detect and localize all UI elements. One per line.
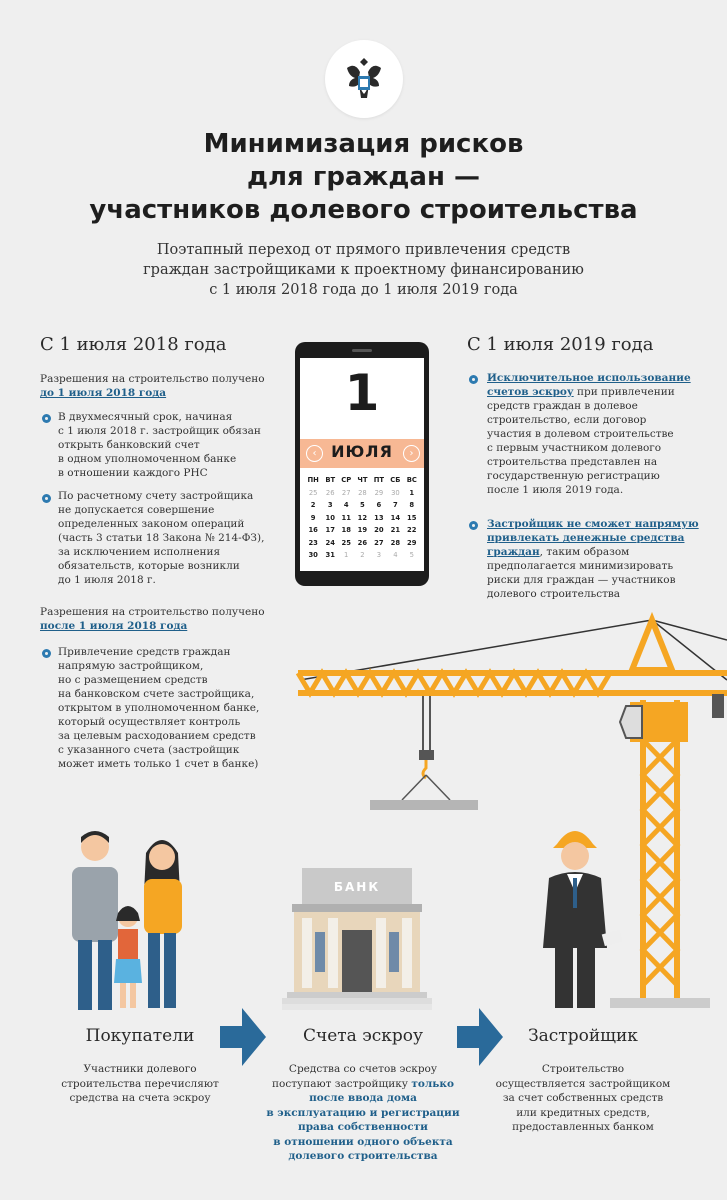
developer-label: Застройщик	[528, 1026, 638, 1046]
calendar-month: ИЮЛЯ	[331, 442, 393, 461]
subtitle-line: граждан застройщиками к проектному финансированию	[143, 262, 584, 278]
text-line: обязательств, которые возникли	[58, 560, 240, 572]
left-block1-intro	[40, 372, 280, 400]
calendar-day-cell: 17	[325, 526, 335, 535]
calendar-day-cell: 30	[391, 488, 400, 497]
calendar-day-cell: 24	[325, 538, 335, 547]
bullet-icon	[42, 414, 51, 423]
weekday-header: СБ	[390, 476, 401, 485]
text-line: Участники долевого	[83, 1063, 197, 1075]
text-line: Средства со счетов эскроу	[288, 1063, 438, 1075]
calendar-day-cell: 1	[344, 551, 349, 560]
calendar-day-cell: 15	[407, 513, 417, 522]
text-line: но с размещением средств	[58, 674, 208, 686]
text-line: до 1 июля 2018 г.	[58, 574, 156, 586]
title-line: участников долевого строительства	[89, 195, 638, 225]
text-line: Строительство	[541, 1063, 625, 1075]
escrow-description	[253, 1062, 473, 1164]
page-title	[40, 128, 687, 227]
calendar-day-cell: 20	[374, 526, 384, 535]
text-line: строительства представлен на	[487, 456, 658, 468]
calendar-day-cell: 9	[310, 513, 316, 522]
calendar-day-cell: 28	[390, 538, 401, 547]
text-line: средства на счета эскроу	[69, 1092, 211, 1104]
block1-date: до 1 июля 2018 года	[40, 387, 167, 399]
calendar-day-cell: 13	[374, 513, 384, 522]
text-line: привлекать денежные средства	[487, 532, 685, 544]
text-line: осуществляется застройщиком	[495, 1077, 671, 1090]
weekday-header: ПТ	[373, 476, 385, 485]
weekday-header: ПН	[307, 476, 319, 485]
text-line: с первым участником долевого	[487, 442, 662, 454]
text-line: открытом в уполномоченном банке,	[58, 702, 260, 714]
calendar-day-cell: 22	[407, 526, 417, 535]
developer-description	[483, 1062, 683, 1135]
left-bullet-1	[58, 410, 278, 480]
block2-date: после 1 июля 2018 года	[40, 620, 188, 632]
text-line: с указанного счета (застройщик	[58, 744, 240, 756]
calendar-day-cell: 6	[376, 501, 382, 510]
text-line: долевого строительства	[487, 588, 621, 600]
weekday-header: ВТ	[325, 476, 336, 485]
left-column-heading: С 1 июля 2018 года	[40, 334, 227, 355]
calendar-day-cell: 19	[357, 526, 368, 535]
calendar-day-cell: 14	[390, 513, 401, 522]
calendar-day-cell: 18	[341, 526, 351, 535]
bullet-icon	[469, 375, 478, 384]
text-line: в отношении каждого РНС	[58, 467, 208, 479]
text-line: счетов эскроу	[487, 386, 574, 398]
calendar-day-cell: 2	[310, 501, 316, 510]
calendar-day-cell: 4	[343, 501, 349, 510]
text-line: средств граждан в долевое	[487, 400, 638, 412]
calendar-day-cell: 12	[357, 513, 368, 522]
ministry-emblem-logo	[325, 40, 403, 118]
calendar-day-cell: 27	[341, 488, 351, 497]
buyers-label: Покупатели	[85, 1026, 195, 1046]
buyers-description	[40, 1062, 240, 1106]
text-line: граждан	[487, 546, 540, 558]
text-line: после ввода дома	[309, 1092, 417, 1104]
text-line: , таким образом	[539, 546, 630, 558]
chevron-left-icon: ‹	[306, 445, 323, 462]
phone-speaker	[352, 349, 372, 352]
text-line: строительство, если договор	[487, 414, 647, 426]
arrow-right-icon	[457, 1008, 503, 1066]
calendar-table	[304, 474, 420, 562]
text-line: при привлечении	[577, 386, 675, 398]
right-bullet-2	[487, 517, 717, 601]
calendar-day-cell: 30	[308, 551, 318, 560]
left-bullet-2	[58, 489, 283, 587]
text-line: Привлечение средств граждан	[58, 646, 231, 658]
page-subtitle	[60, 240, 667, 300]
calendar-day-cell: 5	[360, 501, 365, 510]
subtitle-line: с 1 июля 2018 года до 1 июля 2019 года	[209, 282, 518, 298]
calendar-day-cell: 21	[390, 526, 401, 535]
text-line: может иметь только 1 счет в банке)	[58, 758, 259, 770]
left-block2-intro	[40, 605, 280, 633]
title-line: для граждан —	[247, 162, 480, 192]
calendar-day-cell: 16	[308, 526, 318, 535]
text-line: участия в долевом строительстве	[487, 428, 674, 440]
calendar-day-cell: 7	[393, 501, 398, 510]
calendar-day-cell: 28	[358, 488, 367, 497]
calendar-day-cell: 23	[308, 538, 318, 547]
subtitle-line: Поэтапный переход от прямого привлечения средств	[156, 242, 571, 258]
calendar-day-cell: 3	[327, 501, 333, 510]
weekday-header: СР	[341, 476, 352, 485]
text-line: который осуществляет контроль	[58, 716, 241, 728]
text-line: в отношении одного объекта	[273, 1135, 453, 1148]
calendar-day: 1	[344, 364, 380, 422]
text-line: государственную регистрацию	[487, 470, 660, 482]
calendar-day-cell: 31	[325, 551, 335, 560]
calendar-day-cell: 27	[374, 538, 384, 547]
text-line: Исключительное использование	[487, 372, 691, 384]
text-line: права собственности	[298, 1121, 428, 1133]
text-line: после 1 июля 2019 года.	[487, 484, 624, 496]
text-line: за целевым расходованием средств	[58, 730, 256, 742]
calendar-day-cell: 26	[357, 538, 368, 547]
text-line: (часть 3 статьи 18 Закона № 214-ФЗ),	[58, 532, 265, 544]
text-line: только	[411, 1077, 454, 1090]
right-column-heading: С 1 июля 2019 года	[467, 334, 654, 355]
family-buyers-illustration	[60, 825, 210, 1015]
bullet-icon	[42, 649, 51, 658]
bank-sign: БАНК	[333, 880, 381, 894]
text-line: в эксплуатацию и регистрации	[266, 1106, 460, 1119]
developer-illustration	[535, 822, 625, 1017]
text-line: открыть банковский счет	[58, 439, 200, 451]
escrow-label: Счета эскроу	[302, 1026, 424, 1046]
text-line: с 1 июля 2018 г. застройщик обязан	[58, 425, 261, 437]
text-line: за счет собственных средств	[502, 1092, 664, 1104]
text-line: По расчетному счету застройщика	[58, 490, 254, 502]
text-line: риски для граждан — участников	[487, 574, 676, 586]
calendar-grid	[304, 474, 420, 562]
text-line: за исключением исполнения	[58, 546, 221, 558]
calendar-day-cell: 25	[308, 488, 318, 497]
text-line: В двухмесячный срок, начиная	[58, 411, 233, 423]
calendar-day-cell: 10	[325, 513, 335, 522]
calendar-day-cell: 11	[341, 513, 351, 522]
calendar-day-cell: 29	[407, 538, 417, 547]
weekday-header: ЧТ	[357, 476, 368, 485]
calendar-day-cell: 4	[393, 551, 398, 560]
text-line: Застройщик не сможет напрямую	[487, 518, 699, 530]
text-line: предоставленных банком	[512, 1121, 654, 1133]
block2-intro-text: Разрешения на строительство получено	[40, 606, 265, 618]
chevron-right-icon: ›	[403, 445, 420, 462]
text-line: определенных законом операций	[58, 518, 245, 530]
left-bullet-3	[58, 645, 283, 771]
bullet-icon	[42, 494, 51, 503]
calendar-day-cell: 8	[409, 501, 415, 510]
text-line: долевого строительства	[288, 1150, 438, 1162]
title-line: Минимизация рисков	[203, 129, 524, 159]
calendar-day-cell: 2	[360, 551, 365, 560]
calendar-day-cell: 29	[374, 488, 384, 497]
text-line: не допускается совершение	[58, 504, 215, 516]
calendar-day-cell: 1	[409, 488, 415, 497]
calendar-day-cell: 26	[325, 488, 335, 497]
text-line: предполагается минимизировать	[487, 560, 674, 572]
arrow-right-icon	[220, 1008, 266, 1066]
calendar-day-cell: 3	[376, 551, 382, 560]
text-line: на банковском счете застройщика,	[58, 688, 255, 700]
text-line: или кредитных средств,	[516, 1106, 650, 1119]
calendar-day-cell: 5	[409, 551, 414, 560]
calendar-day-cell: 25	[341, 538, 351, 547]
block1-intro-text: Разрешения на строительство получено	[40, 373, 265, 385]
text-line: в одном уполномоченном банке	[58, 453, 237, 465]
text-line: поступают застройщику	[272, 1077, 408, 1090]
bullet-icon	[469, 521, 478, 530]
weekday-header: ВС	[406, 476, 417, 485]
right-bullet-1	[487, 371, 712, 497]
text-line: напрямую застройщиком,	[58, 660, 204, 672]
text-line: строительства перечисляют	[61, 1077, 219, 1090]
